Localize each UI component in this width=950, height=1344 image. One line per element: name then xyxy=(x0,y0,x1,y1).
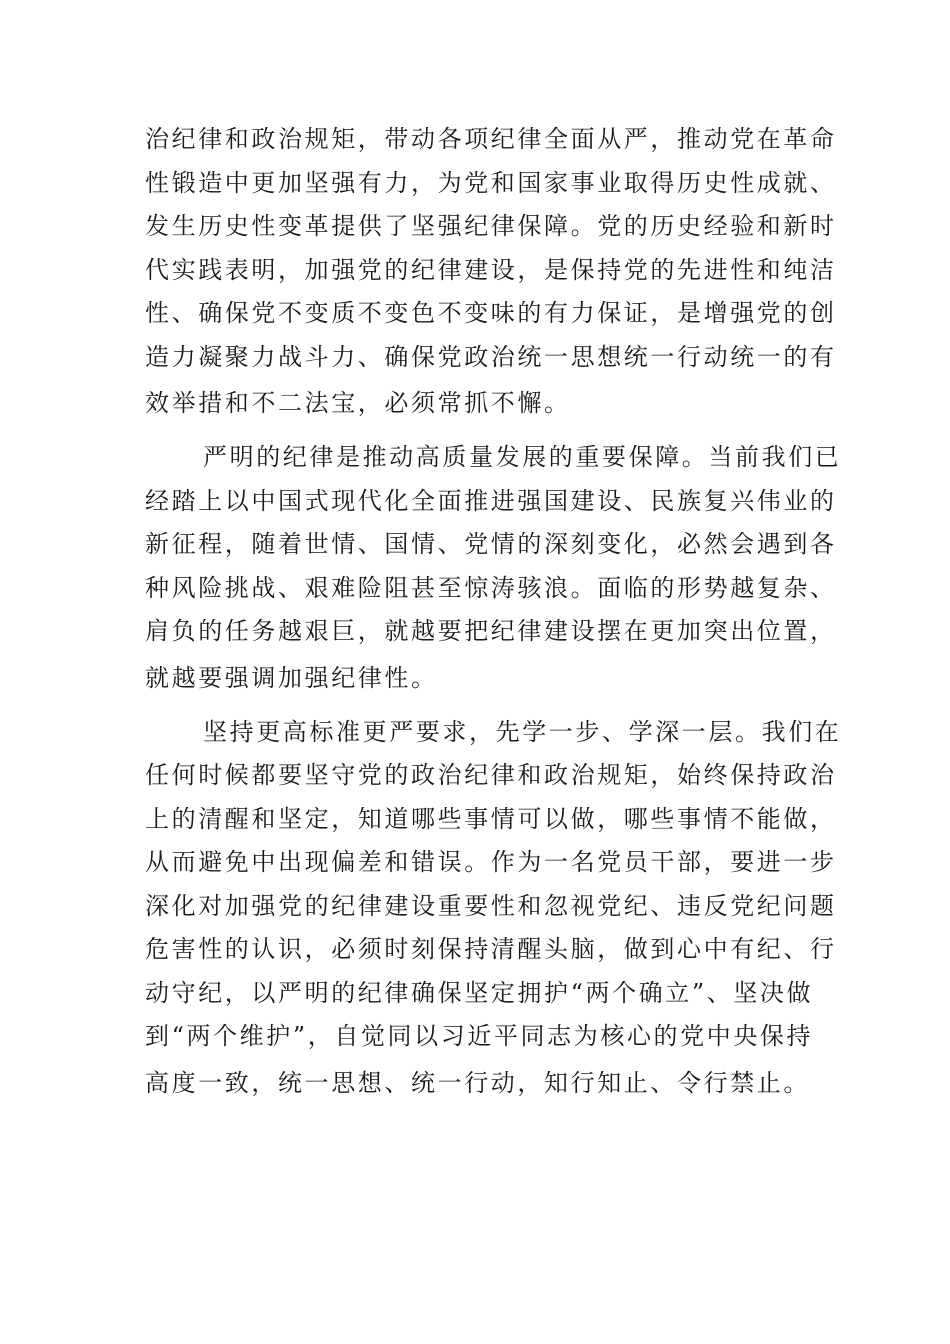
text-line: 新征程，随着世情、国情、党情的深刻变化，必然会遇到各 xyxy=(145,530,837,558)
paragraph-1 xyxy=(145,118,837,428)
text-line: 就越要强调加强纪律性。 xyxy=(145,663,438,692)
text-line: 效举措和不二法宝，必须常抓不懈。 xyxy=(145,389,571,417)
text-line: 发生历史性变革提供了坚强纪律保障。党的历史经验和新时 xyxy=(145,212,837,240)
text-line: 性锻造中更加坚强有力，为党和国家事业取得历史性成就、 xyxy=(145,168,837,197)
text-line: 危害性的认识，必须时刻保持清醒头脑，做到心中有纪、行 xyxy=(145,935,837,963)
text-line: 性、确保党不变质不变色不变味的有力保证，是增强党的创 xyxy=(145,299,837,327)
paragraph-spacer xyxy=(145,428,805,436)
text-line: 高度一致，统一思想、统一行动，知行知止、令行禁止。 xyxy=(145,1068,810,1097)
text-line: 到“两个维护”，自觉同以习近平同志为核心的党中央保持 xyxy=(145,1022,814,1050)
paragraph-spacer xyxy=(145,703,805,711)
paragraph-2 xyxy=(145,436,842,703)
text-line: 深化对加强党的纪律建设重要性和忽视党纪、违反党纪问题 xyxy=(145,891,837,920)
text-line: 治纪律和政治规矩，带动各项纪律全面从严，推动党在革命 xyxy=(145,125,837,153)
text-line: 肩负的任务越艰巨，就越要把纪律建设摆在更加突出位置， xyxy=(145,617,837,645)
paragraph-3 xyxy=(145,711,842,1108)
text-line: 种风险挑战、艰难险阻甚至惊涛骇浪。面临的形势越复杂、 xyxy=(145,573,837,602)
body-text xyxy=(145,118,842,1108)
text-line: 经踏上以中国式现代化全面推进强国建设、民族复兴伟业的 xyxy=(145,486,837,515)
text-line: 从而避免中出现偏差和错误。作为一名党员干部，要进一步 xyxy=(145,848,837,876)
text-line: 严明的纪律是推动高质量发展的重要保障。当前我们已 xyxy=(203,443,842,471)
text-line: 代实践表明，加强党的纪律建设，是保持党的先进性和纯洁 xyxy=(145,255,837,284)
text-line: 上的清醒和坚定，知道哪些事情可以做，哪些事情不能做， xyxy=(145,804,837,833)
text-line: 任何时候都要坚守党的政治纪律和政治规矩，始终保持政治 xyxy=(145,761,837,789)
text-line: 坚持更高标准更严要求，先学一步、学深一层。我们在 xyxy=(203,717,842,746)
text-line: 动守纪，以严明的纪律确保坚定拥护“两个确立”、坚决做 xyxy=(145,978,814,1007)
text-line: 造力凝聚力战斗力、确保党政治统一思想统一行动统一的有 xyxy=(145,342,837,371)
